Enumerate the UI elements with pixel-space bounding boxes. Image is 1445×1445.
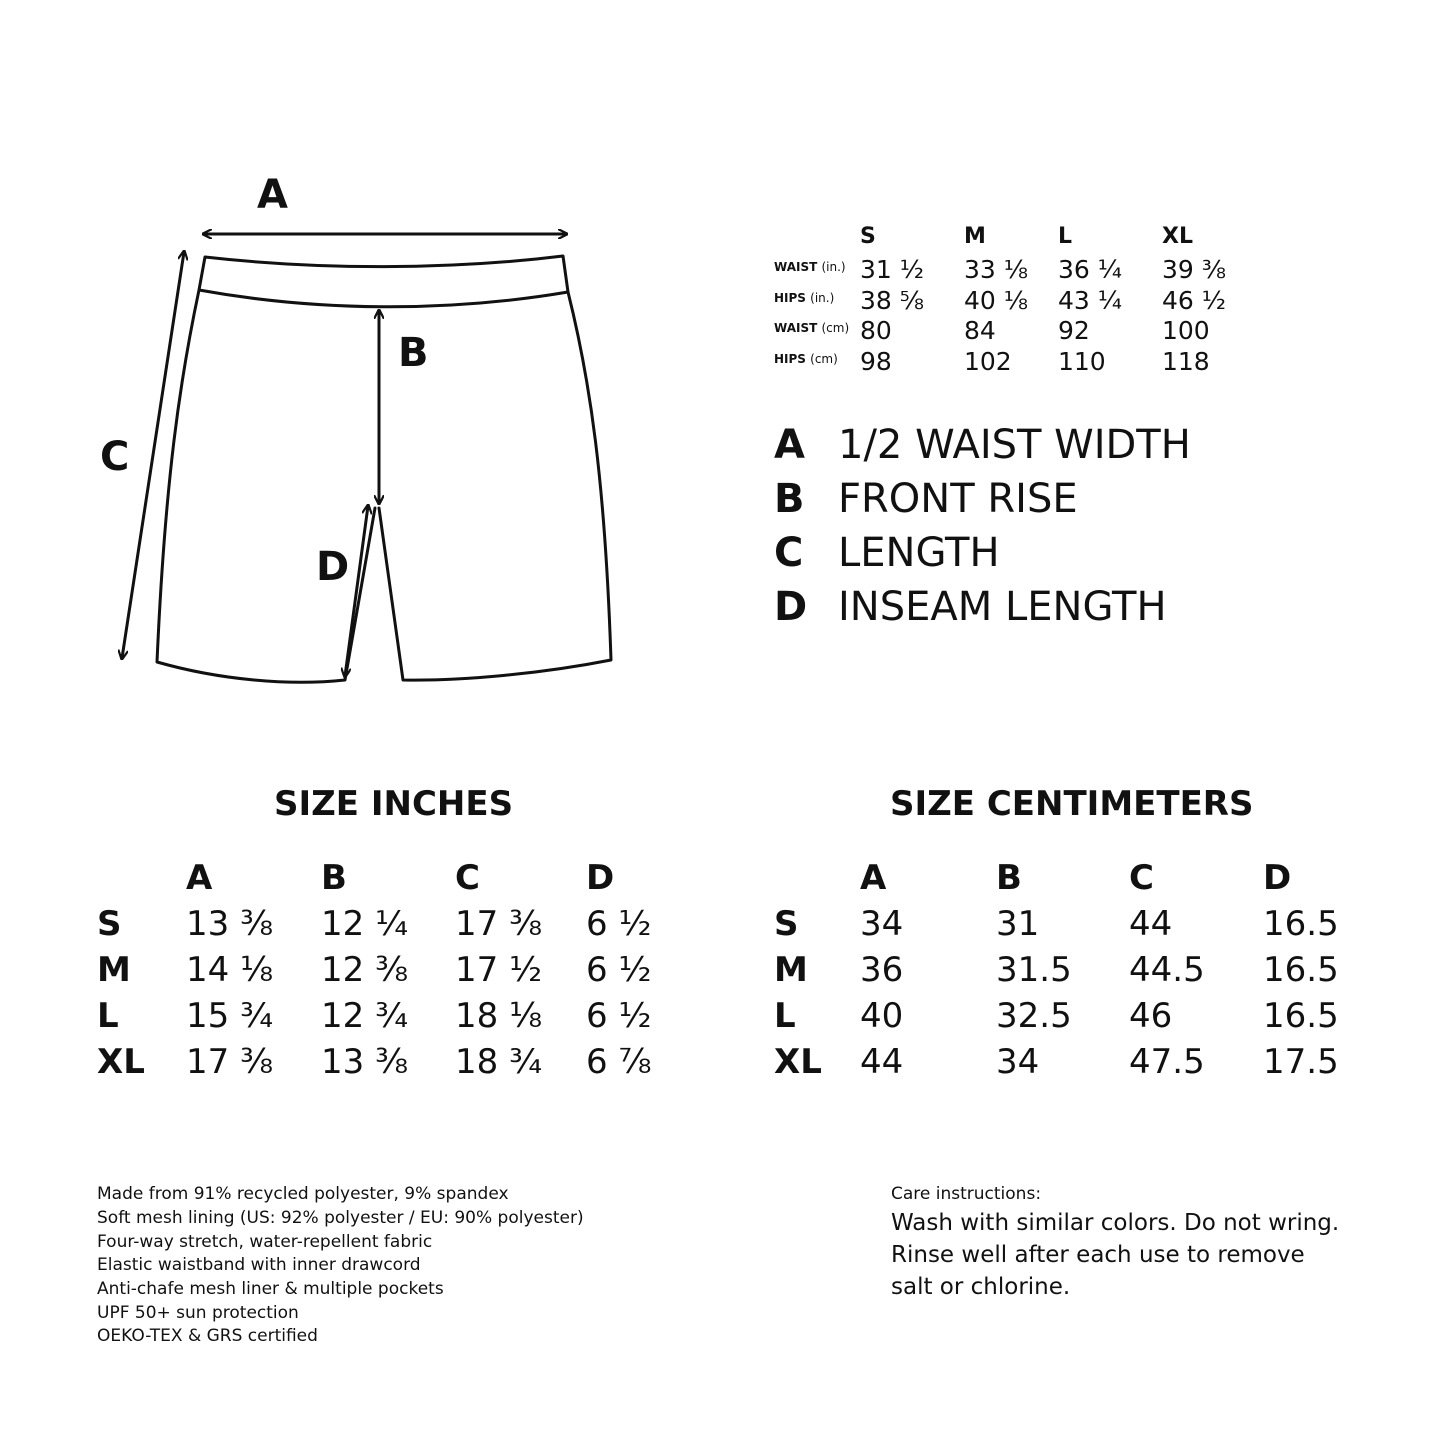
column-header: B xyxy=(321,858,347,898)
table-cell: 31 xyxy=(996,904,1040,944)
bm-cell: 38 ⅝ xyxy=(860,286,924,315)
table-cell: 34 xyxy=(860,904,904,944)
table-cell: 17 ½ xyxy=(455,950,543,990)
feature-item: Made from 91% recycled polyester, 9% spandex xyxy=(97,1184,509,1204)
size-label: L xyxy=(774,996,796,1036)
diagram-label-c: C xyxy=(100,434,130,480)
table-cell: 36 xyxy=(860,950,904,990)
column-header: D xyxy=(1263,858,1292,898)
bm-cell: 36 ¼ xyxy=(1058,255,1122,284)
diagram-label-d: D xyxy=(316,544,350,590)
table-cell: 14 ⅛ xyxy=(186,950,274,990)
size-label: M xyxy=(774,950,808,990)
bm-cell: 102 xyxy=(964,347,1012,376)
table-cell: 6 ½ xyxy=(586,904,652,944)
column-header: A xyxy=(860,858,887,898)
diagram-label-b: B xyxy=(398,330,429,376)
legend-letter: B xyxy=(774,476,805,522)
feature-item: OEKO-TEX & GRS certified xyxy=(97,1326,318,1346)
arrow-d xyxy=(345,506,368,676)
size-label: L xyxy=(97,996,119,1036)
table-cell: 44 xyxy=(1129,904,1173,944)
shorts-outline xyxy=(157,256,611,682)
table-cell: 31.5 xyxy=(996,950,1072,990)
bm-cell: 43 ¼ xyxy=(1058,286,1122,315)
table-title: SIZE INCHES xyxy=(274,784,514,824)
feature-item: Four-way stretch, water-repellent fabric xyxy=(97,1232,433,1252)
bm-row-label: HIPS (cm) xyxy=(774,352,838,366)
bm-cell: 118 xyxy=(1162,347,1210,376)
bm-cell: 110 xyxy=(1058,347,1106,376)
feature-item: Elastic waistband with inner drawcord xyxy=(97,1255,421,1275)
table-cell: 18 ¾ xyxy=(455,1042,543,1082)
bm-row-label: WAIST (in.) xyxy=(774,260,846,274)
care-title: Care instructions: xyxy=(891,1184,1042,1204)
table-cell: 47.5 xyxy=(1129,1042,1205,1082)
table-cell: 17 ⅜ xyxy=(186,1042,274,1082)
table-cell: 6 ½ xyxy=(586,996,652,1036)
bm-cell: 100 xyxy=(1162,316,1210,345)
arrow-c xyxy=(122,252,184,658)
bm-cell: 92 xyxy=(1058,316,1090,345)
size-label: S xyxy=(97,904,122,944)
care-line: Wash with similar colors. Do not wring. xyxy=(891,1210,1340,1236)
bm-size-header: L xyxy=(1058,224,1073,249)
bm-row-label: HIPS (in.) xyxy=(774,291,835,305)
table-cell: 15 ¾ xyxy=(186,996,274,1036)
bm-cell: 84 xyxy=(964,316,996,345)
size-label: XL xyxy=(97,1042,145,1082)
bm-cell: 40 ⅛ xyxy=(964,286,1028,315)
table-cell: 13 ⅜ xyxy=(186,904,274,944)
bm-cell: 80 xyxy=(860,316,892,345)
bm-size-header: XL xyxy=(1162,224,1193,249)
table-cell: 44.5 xyxy=(1129,950,1205,990)
bm-cell: 33 ⅛ xyxy=(964,255,1028,284)
table-cell: 46 xyxy=(1129,996,1173,1036)
table-cell: 34 xyxy=(996,1042,1040,1082)
feature-item: Soft mesh lining (US: 92% polyester / EU: 90% polyester) xyxy=(97,1208,584,1228)
size-label: XL xyxy=(774,1042,822,1082)
table-cell: 6 ½ xyxy=(586,950,652,990)
legend-letter: C xyxy=(774,530,804,576)
size-label: S xyxy=(774,904,799,944)
table-title: SIZE CENTIMETERS xyxy=(890,784,1254,824)
size-label: M xyxy=(97,950,131,990)
column-header: A xyxy=(186,858,213,898)
table-cell: 12 ⅜ xyxy=(321,950,409,990)
bm-row-label: WAIST (cm) xyxy=(774,321,850,335)
diagram-label-a: A xyxy=(257,172,288,218)
column-header: C xyxy=(455,858,480,898)
bm-size-header: M xyxy=(964,224,986,249)
table-cell: 13 ⅜ xyxy=(321,1042,409,1082)
bm-cell: 39 ⅜ xyxy=(1162,255,1226,284)
legend-letter: A xyxy=(774,422,805,468)
legend-text: FRONT RISE xyxy=(838,476,1078,522)
bm-cell: 46 ½ xyxy=(1162,286,1226,315)
table-cell: 44 xyxy=(860,1042,904,1082)
table-cell: 16.5 xyxy=(1263,950,1339,990)
bm-cell: 98 xyxy=(860,347,892,376)
table-cell: 18 ⅛ xyxy=(455,996,543,1036)
feature-item: UPF 50+ sun protection xyxy=(97,1303,299,1323)
column-header: D xyxy=(586,858,615,898)
legend-letter: D xyxy=(774,584,808,630)
legend-text: LENGTH xyxy=(838,530,1000,576)
column-header: C xyxy=(1129,858,1154,898)
table-cell: 32.5 xyxy=(996,996,1072,1036)
table-cell: 17.5 xyxy=(1263,1042,1339,1082)
column-header: B xyxy=(996,858,1022,898)
care-line: salt or chlorine. xyxy=(891,1274,1071,1300)
table-cell: 40 xyxy=(860,996,904,1036)
feature-item: Anti-chafe mesh liner & multiple pockets xyxy=(97,1279,444,1299)
table-cell: 16.5 xyxy=(1263,904,1339,944)
legend-text: INSEAM LENGTH xyxy=(838,584,1167,630)
table-cell: 6 ⅞ xyxy=(586,1042,652,1082)
bm-size-header: S xyxy=(860,224,876,249)
care-line: Rinse well after each use to remove xyxy=(891,1242,1305,1268)
table-cell: 12 ¼ xyxy=(321,904,409,944)
bm-cell: 31 ½ xyxy=(860,255,924,284)
table-cell: 17 ⅜ xyxy=(455,904,543,944)
table-cell: 12 ¾ xyxy=(321,996,409,1036)
shorts-diagram xyxy=(0,0,700,720)
legend-text: 1/2 WAIST WIDTH xyxy=(838,422,1191,468)
table-cell: 16.5 xyxy=(1263,996,1339,1036)
